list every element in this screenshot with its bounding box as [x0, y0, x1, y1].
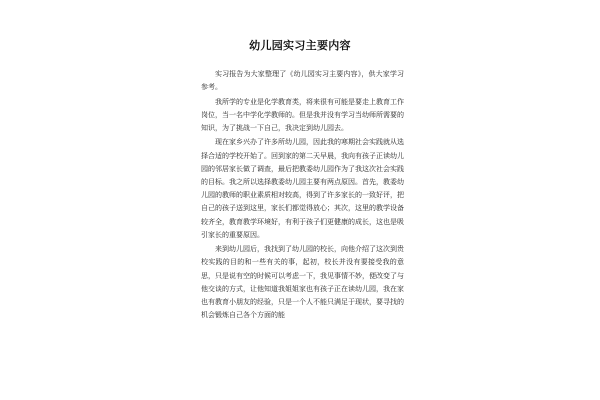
document-title: 幼儿园实习主要内容 [249, 39, 351, 52]
document-body [201, 68, 404, 324]
paragraph-choice: 现在家乡兴办了许多所幼儿园，因此我的寒期社会实践就从选择合适的学校开始了。回到家的第二天早晨，我向有孩子正读幼儿园的邻居家长做了调查，最后把教委幼儿园作为了我这次社会实践的目标。我之所以选择教委幼儿园主要有两点原因。首先，教委幼儿园的教师的职业素质相对较高，得到了许多家长的一致好评，把自己的孩子送到这里，家长们都觉得放心；其次，这里的教学设备较齐全，教育教学环境好，有利于孩子们更健康的成长，这也是吸引家长的重要原因。 [201, 138, 404, 239]
paragraph-major: 我所学的专业是化学教育类，将来很有可能是要走上教育工作岗位，当一名中学化学教师的。但是我并没有学习当幼师所需要的知识，为了挑战一下自己，我决定到幼儿园去。 [201, 97, 404, 132]
paragraph-intro: 实习报告为大家整理了《幼儿园实习主要内容》，供大家学习参考。 [201, 70, 404, 92]
paragraph-arrival: 来到幼儿园后，我找到了幼儿园的校长，向他介绍了这次到贵校实践的目的和一些有关的事，起初，校长并没有要接受我的意思，只是说有空的时候可以考虑一下，我见事情不妙，便改变了与他交谈的方式，让他知道我姐姐家也有孩子正在读幼儿园，我在家也有教育小朋友的经验，只是一个人不能只满足于现状，要寻找的机会锻炼自己各个方面的能 [201, 245, 404, 320]
